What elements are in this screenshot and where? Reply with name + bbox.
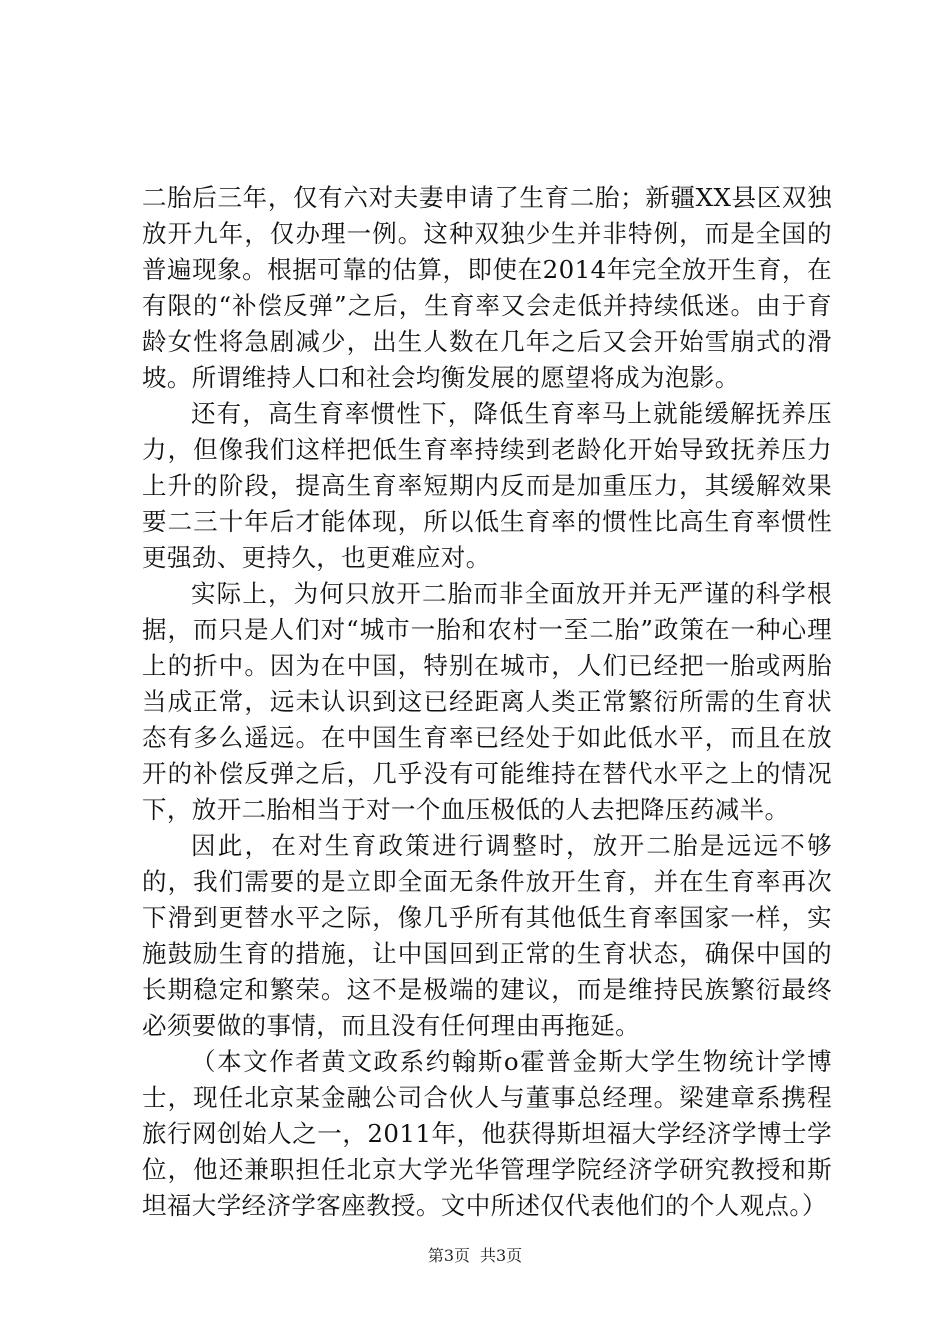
paragraph-4: 因此，在对生育政策进行调整时，放开二胎是远远不够的，我们需要的是立即全面无条件放开生育，并在生育率再次下滑到更替水平之际，像几乎所有其他低生育率国家一样，实施鼓励生育的措施，让中国回到正常的生育状态，确保中国的长期稳定和繁荣。这不是极端的建议，而是维持民族繁衍最终必须要做的事情，而且没有任何理由再拖延。 bbox=[142, 831, 832, 1040]
page-footer bbox=[0, 1246, 950, 1266]
paragraph-2: 还有，高生育率惯性下，降低生育率马上就能缓解抚养压力，但像我们这样把低生育率持续到老龄化开始导致抚养压力上升的阶段，提高生育率短期内反而是加重压力，其缓解效果要二三十年后才能体现，所以低生育率的惯性比高生育率惯性更强劲、更持久，也更难应对。 bbox=[142, 399, 832, 572]
document-body bbox=[142, 180, 832, 1224]
page-number: 第3页 bbox=[427, 1246, 470, 1265]
page-total: 共3页 bbox=[480, 1246, 523, 1265]
paragraph-5-author-note: （本文作者黄文政系约翰斯o霍普金斯大学生物统计学博士，现任北京某金融公司合伙人与董事总经理。梁建章系携程旅行网创始人之一，2011年，他获得斯坦福大学经济学博士学位，他还兼职担任北京大学光华管理学院经济学研究教授和斯坦福大学经济学客座教授。文中所述仅代表他们的个人观点。） bbox=[142, 1047, 832, 1220]
paragraph-1: 二胎后三年，仅有六对夫妻申请了生育二胎；新疆XX县区双独放开九年，仅办理一例。这种双独少生并非特例，而是全国的普遍现象。根据可靠的估算，即使在2014年完全放开生育，在有限的“补偿反弹”之后，生育率又会走低并持续低迷。由于育龄女性将急剧减少，出生人数在几年之后又会开始雪崩式的滑坡。所谓维持人口和社会均衡发展的愿望将成为泡影。 bbox=[142, 183, 832, 392]
paragraph-3: 实际上，为何只放开二胎而非全面放开并无严谨的科学根据，而只是人们对“城市一胎和农村一至二胎”政策在一种心理上的折中。因为在中国，特别在城市，人们已经把一胎或两胎当成正常，远未认识到这已经距离人类正常繁衍所需的生育状态有多么遥远。在中国生育率已经处于如此低水平，而且在放开的补偿反弹之后，几乎没有可能维持在替代水平之上的情况下，放开二胎相当于对一个血压极低的人去把降压药减半。 bbox=[142, 579, 832, 824]
